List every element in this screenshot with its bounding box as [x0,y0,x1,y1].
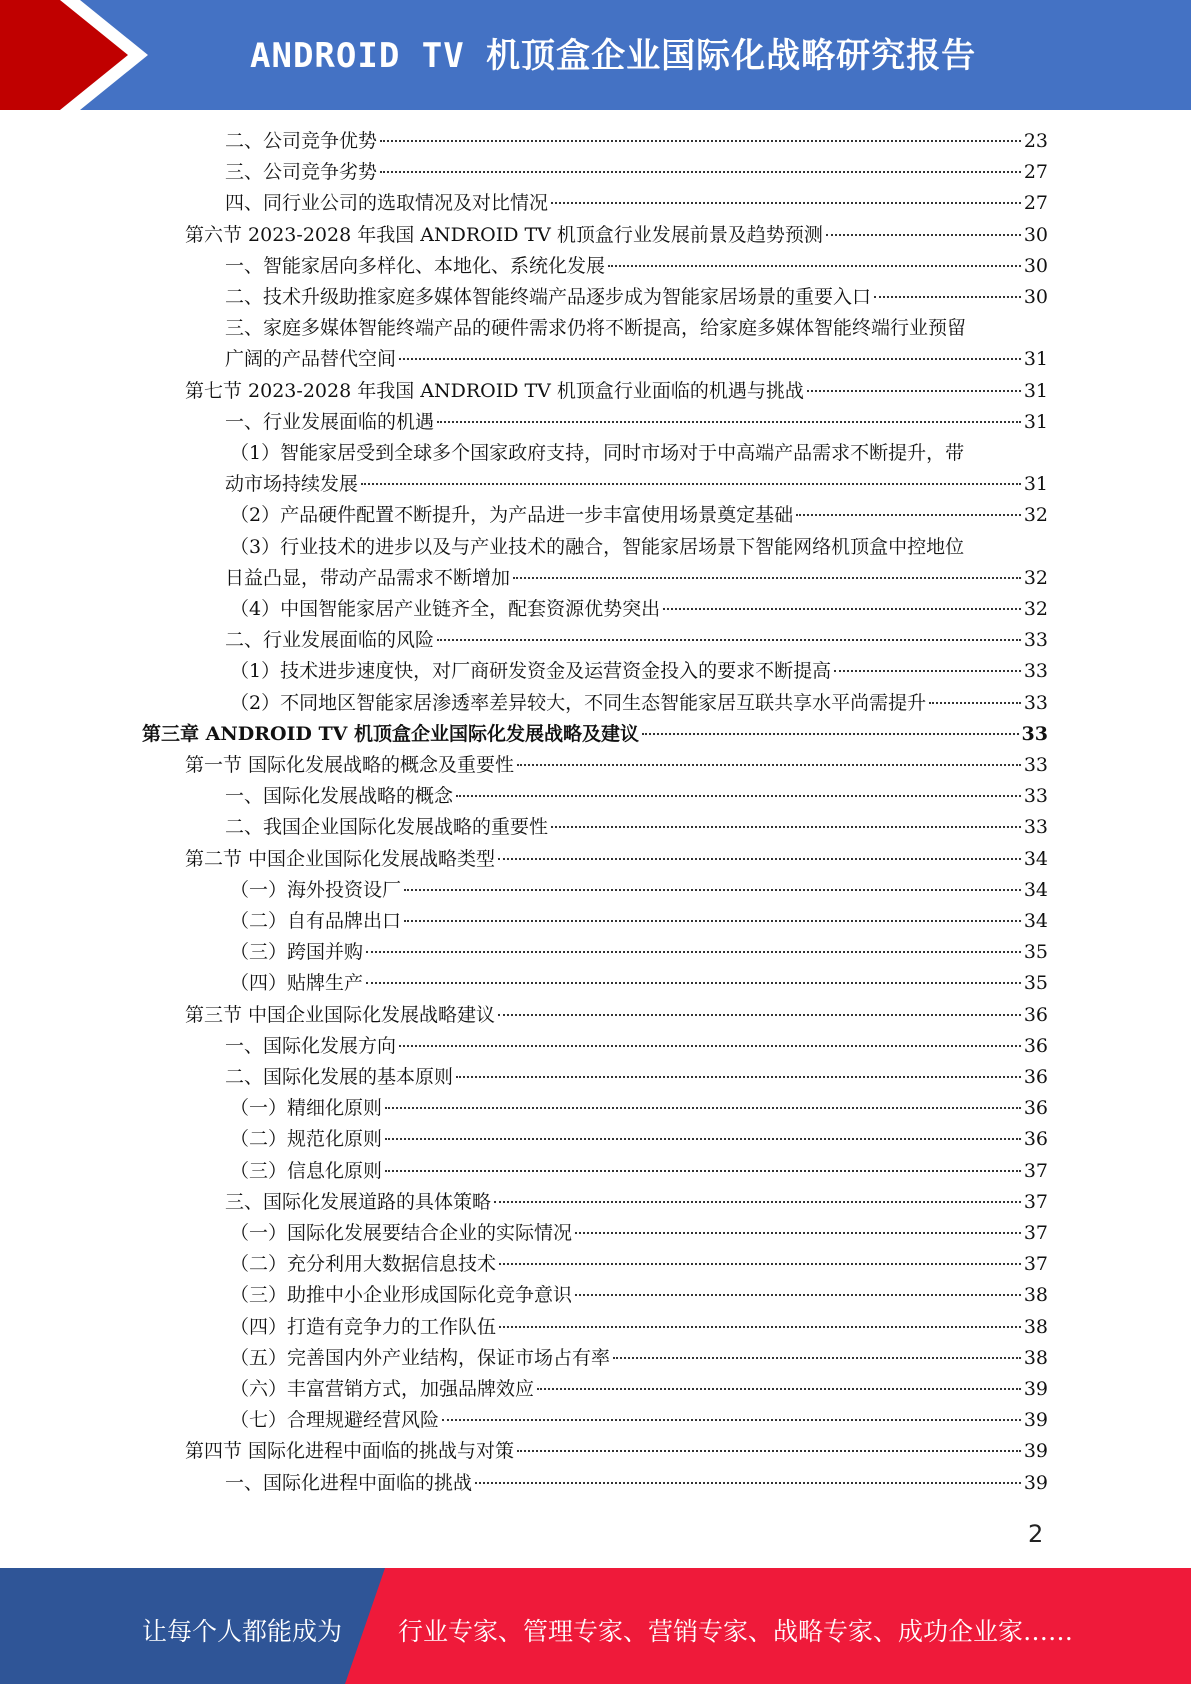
toc-entry[interactable] [0,251,1191,281]
toc-entry-label: （四）贴牌生产 [230,972,364,995]
toc-entry[interactable] [0,344,1191,374]
toc-entry-label: （五）完善国内外产业结构，保证市场占有率 [230,1346,611,1369]
toc-entry-label: （1）智能家居受到全球多个国家政府支持，同时市场对于中高端产品需求不断提升，带 [230,442,965,464]
toc-dot-leader [874,296,1021,298]
toc-page-number: 32 [1023,598,1048,620]
toc-entry[interactable] [0,812,1191,842]
header-title: ANDROID TV 机顶盒企业国际化战略研究报告 [250,36,977,76]
toc-dot-leader [608,265,1021,267]
toc-entry-label: （二）自有品牌出口 [230,910,402,932]
toc-page-number: 30 [1023,223,1048,246]
toc-entry-label: （三）助推中小企业形成国际化竞争意识 [230,1284,573,1307]
toc-dot-leader [456,1076,1021,1078]
toc-entry[interactable] [0,656,1191,686]
toc-entry[interactable] [0,906,1191,936]
toc-entry-label: 二、我国企业国际化发展战略的重要性 [225,816,549,839]
toc-page-number: 39 [1023,1409,1048,1432]
toc-chapter[interactable] [0,719,1191,749]
toc-entry[interactable] [0,1374,1191,1404]
toc-page-number: 36 [1023,1003,1048,1026]
toc-page-number: 36 [1023,1066,1048,1088]
toc-page-number: 36 [1023,1128,1048,1151]
toc-page-number: 39 [1023,1378,1048,1400]
toc-entry-label: （一）海外投资设厂 [230,878,402,901]
toc-dot-leader [404,889,1021,891]
toc-page-number: 33 [1023,754,1048,776]
toc-entry-label: 二、国际化发展的基本原则 [225,1066,454,1088]
toc-entry-label: 二、行业发展面临的风险 [225,629,435,652]
toc-entry[interactable] [0,1218,1191,1248]
toc-section[interactable] [0,1000,1191,1030]
page-header [0,0,1191,110]
toc-dot-leader [385,1107,1021,1109]
toc-entry-label: （四）打造有竞争力的工作队伍 [230,1315,497,1338]
toc-entry[interactable] [0,157,1191,187]
toc-dot-leader [642,733,1019,735]
toc-entry-label: 一、智能家居向多样化、本地化、系统化发展 [225,254,606,277]
footer-slogan-right: 行业专家、管理专家、营销专家、战略专家、成功企业家…… [398,1617,1074,1646]
toc-page-number: 36 [1023,1034,1048,1057]
toc-entry-label: 第三节 中国企业国际化发展战略建议 [185,1003,496,1026]
toc-entry-label: 第二节 中国企业国际化发展战略类型 [185,847,496,870]
toc-section[interactable] [0,376,1191,406]
toc-dot-leader [366,951,1021,953]
toc-entry[interactable] [0,1093,1191,1123]
toc-dot-leader [404,920,1021,922]
toc-page-number: 31 [1023,473,1048,496]
toc-dot-leader [796,514,1021,516]
toc-entry-label: 一、国际化发展战略的概念 [225,785,454,808]
toc-entry[interactable] [0,282,1191,312]
toc-page-number: 31 [1023,410,1048,433]
toc-dot-leader [442,1419,1021,1421]
toc-entry-label: （二）充分利用大数据信息技术 [230,1253,497,1276]
toc-dot-leader [385,1170,1021,1172]
toc-entry-label: 二、公司竞争优势 [225,130,378,152]
toc-page-number: 38 [1023,1315,1048,1338]
toc-page-number: 38 [1023,1346,1048,1369]
toc-entry-label: （1）技术进步速度快，对厂商研发资金及运营资金投入的要求不断提高 [230,660,832,683]
toc-dot-leader [517,764,1021,766]
toc-entry[interactable] [0,126,1191,156]
toc-page-number: 30 [1023,254,1048,277]
toc-dot-leader [499,1326,1021,1328]
toc-entry[interactable] [0,594,1191,624]
toc-dot-leader [399,1045,1021,1047]
toc-dot-leader [399,358,1021,360]
toc-page-number: 39 [1023,1471,1048,1494]
toc-entry[interactable] [0,625,1191,655]
toc-entry[interactable] [0,469,1191,499]
toc-dot-leader [613,1357,1021,1359]
page-footer [0,1568,1191,1684]
toc-entry-label: 三、国际化发展道路的具体策略 [225,1190,492,1213]
toc-dot-leader [537,1388,1021,1390]
toc-dot-leader [551,826,1021,828]
toc-page-number: 37 [1023,1190,1048,1213]
toc-section[interactable] [0,1436,1191,1466]
toc-entry[interactable] [0,1031,1191,1061]
toc-dot-leader [380,140,1021,142]
toc-entry-label: 动市场持续发展 [225,473,359,496]
toc-page-number: 32 [1023,566,1048,589]
toc-entry-label: （七）合理规避经营风险 [230,1409,440,1432]
toc-dot-leader [380,171,1021,173]
toc-dot-leader [551,202,1021,204]
toc-entry[interactable] [0,1343,1191,1373]
toc-dot-leader [437,639,1021,641]
toc-page-number: 38 [1023,1284,1048,1307]
toc-entry-label: （二）规范化原则 [230,1128,383,1151]
toc-entry-label: （一）精细化原则 [230,1097,383,1120]
toc-page-number: 37 [1023,1159,1048,1182]
toc-page-number: 37 [1023,1222,1048,1244]
toc-dot-leader [807,390,1021,392]
toc-page-number: 33 [1023,629,1048,652]
toc-page-number: 33 [1023,785,1048,808]
toc-entry-label: 一、国际化进程中面临的挑战 [225,1471,473,1494]
toc-dot-leader [498,1014,1021,1016]
toc-entry-label: （2）不同地区智能家居渗透率差异较大，不同生态智能家居互联共享水平尚需提升 [230,691,927,714]
toc-entry[interactable] [0,188,1191,218]
toc-entry[interactable] [0,1062,1191,1092]
toc-entry-label: （2）产品硬件配置不断提升，为产品进一步丰富使用场景奠定基础 [230,504,794,527]
toc-dot-leader [456,795,1021,797]
toc-page-number: 27 [1023,192,1048,215]
toc-entry-label: 三、公司竞争劣势 [225,161,378,184]
toc-entry-line[interactable] [0,313,1191,343]
toc-entry-label: （一）国际化发展要结合企业的实际情况 [230,1222,573,1244]
toc-entry[interactable] [0,1249,1191,1279]
toc-entry[interactable] [0,1280,1191,1310]
toc-entry[interactable] [0,563,1191,593]
toc-entry[interactable] [0,500,1191,530]
toc-entry-label: 第三章 ANDROID TV 机顶盒企业国际化发展战略及建议 [142,722,640,745]
page-number: 2 [1028,1520,1044,1548]
toc-entry[interactable] [0,875,1191,905]
toc-page-number: 35 [1023,941,1048,964]
toc-entry[interactable] [0,1124,1191,1154]
toc-entry-label: 四、同行业公司的选取情况及对比情况 [225,192,549,215]
toc-entry-label: 广阔的产品替代空间 [225,348,397,371]
toc-dot-leader [517,1450,1021,1452]
toc-entry-line[interactable] [0,438,1191,468]
toc-page-number: 33 [1023,691,1048,714]
toc-page-number: 23 [1023,130,1048,152]
toc-entry[interactable] [0,407,1191,437]
toc-page-number: 27 [1023,161,1048,184]
toc-page-number: 33 [1023,660,1048,683]
toc-entry-label: 第六节 2023-2028 年我国 ANDROID TV 机顶盒行业发展前景及趋势预测 [185,223,823,246]
toc-dot-leader [826,234,1021,236]
toc-dot-leader [513,577,1021,579]
toc-entry[interactable] [0,1405,1191,1435]
toc-dot-leader [663,608,1021,610]
toc-entry[interactable] [0,1187,1191,1217]
toc-entry[interactable] [0,1156,1191,1186]
toc-entry-label: （三）信息化原则 [230,1159,383,1182]
toc-dot-leader [498,858,1021,860]
toc-entry[interactable] [0,1468,1191,1498]
toc-entry[interactable] [0,1312,1191,1342]
toc-entry-label: （4）中国智能家居产业链齐全，配套资源优势突出 [230,598,661,620]
toc-section[interactable] [0,844,1191,874]
toc-dot-leader [494,1201,1021,1203]
toc-page-number: 34 [1023,847,1048,870]
toc-entry[interactable] [0,968,1191,998]
toc-page-number: 31 [1023,379,1048,402]
toc-entry-label: 一、国际化发展方向 [225,1034,397,1057]
toc-page-number: 34 [1023,910,1048,932]
toc-entry-label: 三、家庭多媒体智能终端产品的硬件需求仍将不断提高，给家庭多媒体智能终端行业预留 [225,317,967,340]
toc-dot-leader [361,483,1021,485]
toc-page-number: 37 [1023,1253,1048,1276]
toc-dot-leader [499,1263,1021,1265]
toc-page-number: 32 [1023,504,1048,527]
toc-dot-leader [475,1482,1021,1484]
toc-dot-leader [575,1294,1021,1296]
toc-dot-leader [366,982,1021,984]
footer-slogan-left: 让每个人都能成为 [142,1617,343,1646]
toc-entry-label: 第四节 国际化进程中面临的挑战与对策 [185,1440,515,1463]
toc-entry[interactable] [0,937,1191,967]
toc-entry[interactable] [0,781,1191,811]
toc-entry-label: （六）丰富营销方式，加强品牌效应 [230,1378,535,1400]
toc-entry-label: 日益凸显，带动产品需求不断增加 [225,566,511,589]
toc-page-number: 36 [1023,1097,1048,1120]
toc-page-number: 30 [1023,286,1048,308]
toc-page-number: 34 [1023,878,1048,901]
toc-entry-line[interactable] [0,532,1191,562]
toc-entry[interactable] [0,688,1191,718]
toc-dot-leader [834,670,1021,672]
toc-entry-label: （三）跨国并购 [230,941,364,964]
toc-dot-leader [385,1138,1021,1140]
toc-dot-leader [575,1232,1021,1234]
toc-section[interactable] [0,750,1191,780]
toc-entry-label: 一、行业发展面临的机遇 [225,410,435,433]
toc-entry-label: 第一节 国际化发展战略的概念及重要性 [185,754,515,776]
toc-page-number: 33 [1021,722,1048,745]
toc-entry-label: （3）行业技术的进步以及与产业技术的融合，智能家居场景下智能网络机顶盒中控地位 [230,535,965,558]
toc-page-number: 35 [1023,972,1048,995]
toc-entry-label: 二、技术升级助推家庭多媒体智能终端产品逐步成为智能家居场景的重要入口 [225,286,872,308]
toc-dot-leader [929,702,1021,704]
toc-dot-leader [437,421,1021,423]
toc-page-number: 31 [1023,348,1048,371]
toc-section[interactable] [0,220,1191,250]
toc-entry-label: 第七节 2023-2028 年我国 ANDROID TV 机顶盒行业面临的机遇与挑战 [185,379,804,402]
toc-page-number: 33 [1023,816,1048,839]
toc-page-number: 39 [1023,1440,1048,1463]
